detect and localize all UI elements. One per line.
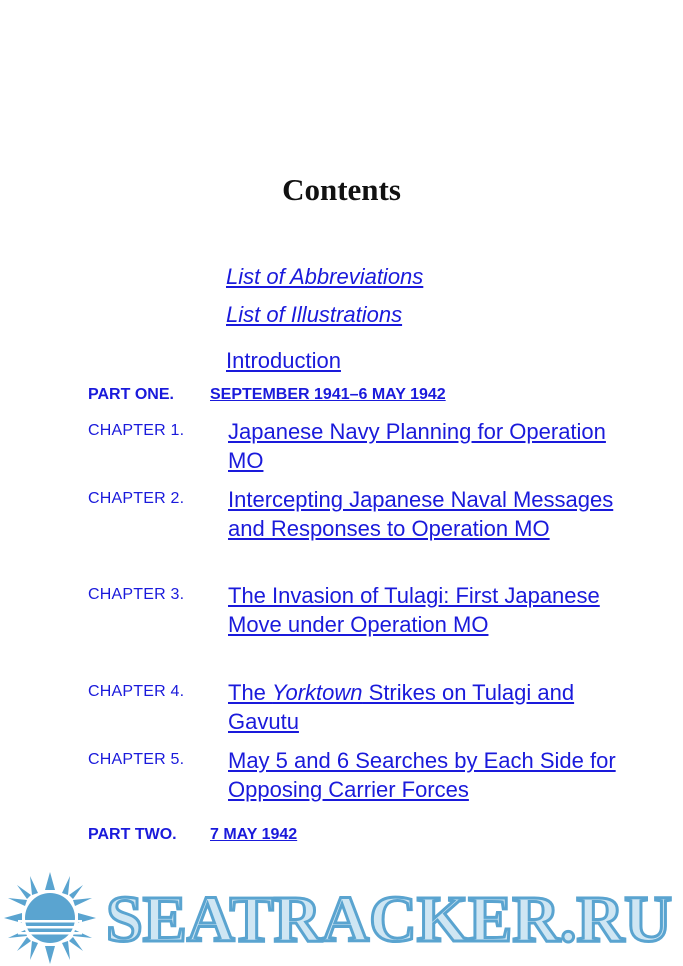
chapter-4-title-italic: Yorktown xyxy=(272,680,363,705)
link-list-of-illustrations[interactable]: List of Illustrations xyxy=(226,302,403,327)
part-label: PART TWO. xyxy=(88,826,177,843)
link-list-of-abbreviations[interactable]: List of Abbreviations xyxy=(226,264,424,289)
sun-icon xyxy=(4,872,96,964)
part-two-row xyxy=(88,826,297,844)
part-one-row xyxy=(88,386,446,404)
chapter-4-link[interactable] xyxy=(228,678,618,736)
part-one-link[interactable]: SEPTEMBER 1941–6 MAY 1942 xyxy=(210,386,446,403)
chapter-label: CHAPTER 5. xyxy=(88,751,185,768)
chapter-4-title-prefix: The xyxy=(228,680,273,705)
part-label: PART ONE. xyxy=(88,386,174,403)
part-two-link[interactable]: 7 MAY 1942 xyxy=(210,826,298,843)
chapter-label: CHAPTER 1. xyxy=(88,422,185,439)
chapter-3-link[interactable]: The Invasion of Tulagi: First Japanese Move under Operation MO xyxy=(228,583,600,637)
chapter-5-link[interactable]: May 5 and 6 Searches by Each Side for Opposing Carrier Forces xyxy=(228,748,616,802)
chapter-1-link[interactable]: Japanese Navy Planning for Operation MO xyxy=(228,419,606,473)
chapter-4-title-suffix: Strikes on Tulagi and Gavutu xyxy=(228,680,575,734)
seatracker-watermark xyxy=(0,868,683,966)
chapter-label: CHAPTER 4. xyxy=(88,683,185,700)
chapter-label: CHAPTER 3. xyxy=(88,586,185,603)
link-introduction[interactable]: Introduction xyxy=(226,348,341,373)
watermark-text: SEATRACKER.RU xyxy=(106,883,672,956)
chapter-2-link[interactable]: Intercepting Japanese Naval Messages and Responses to Operation MO xyxy=(228,487,614,541)
page-title: Contents xyxy=(282,172,401,207)
chapter-label: CHAPTER 2. xyxy=(88,490,185,507)
